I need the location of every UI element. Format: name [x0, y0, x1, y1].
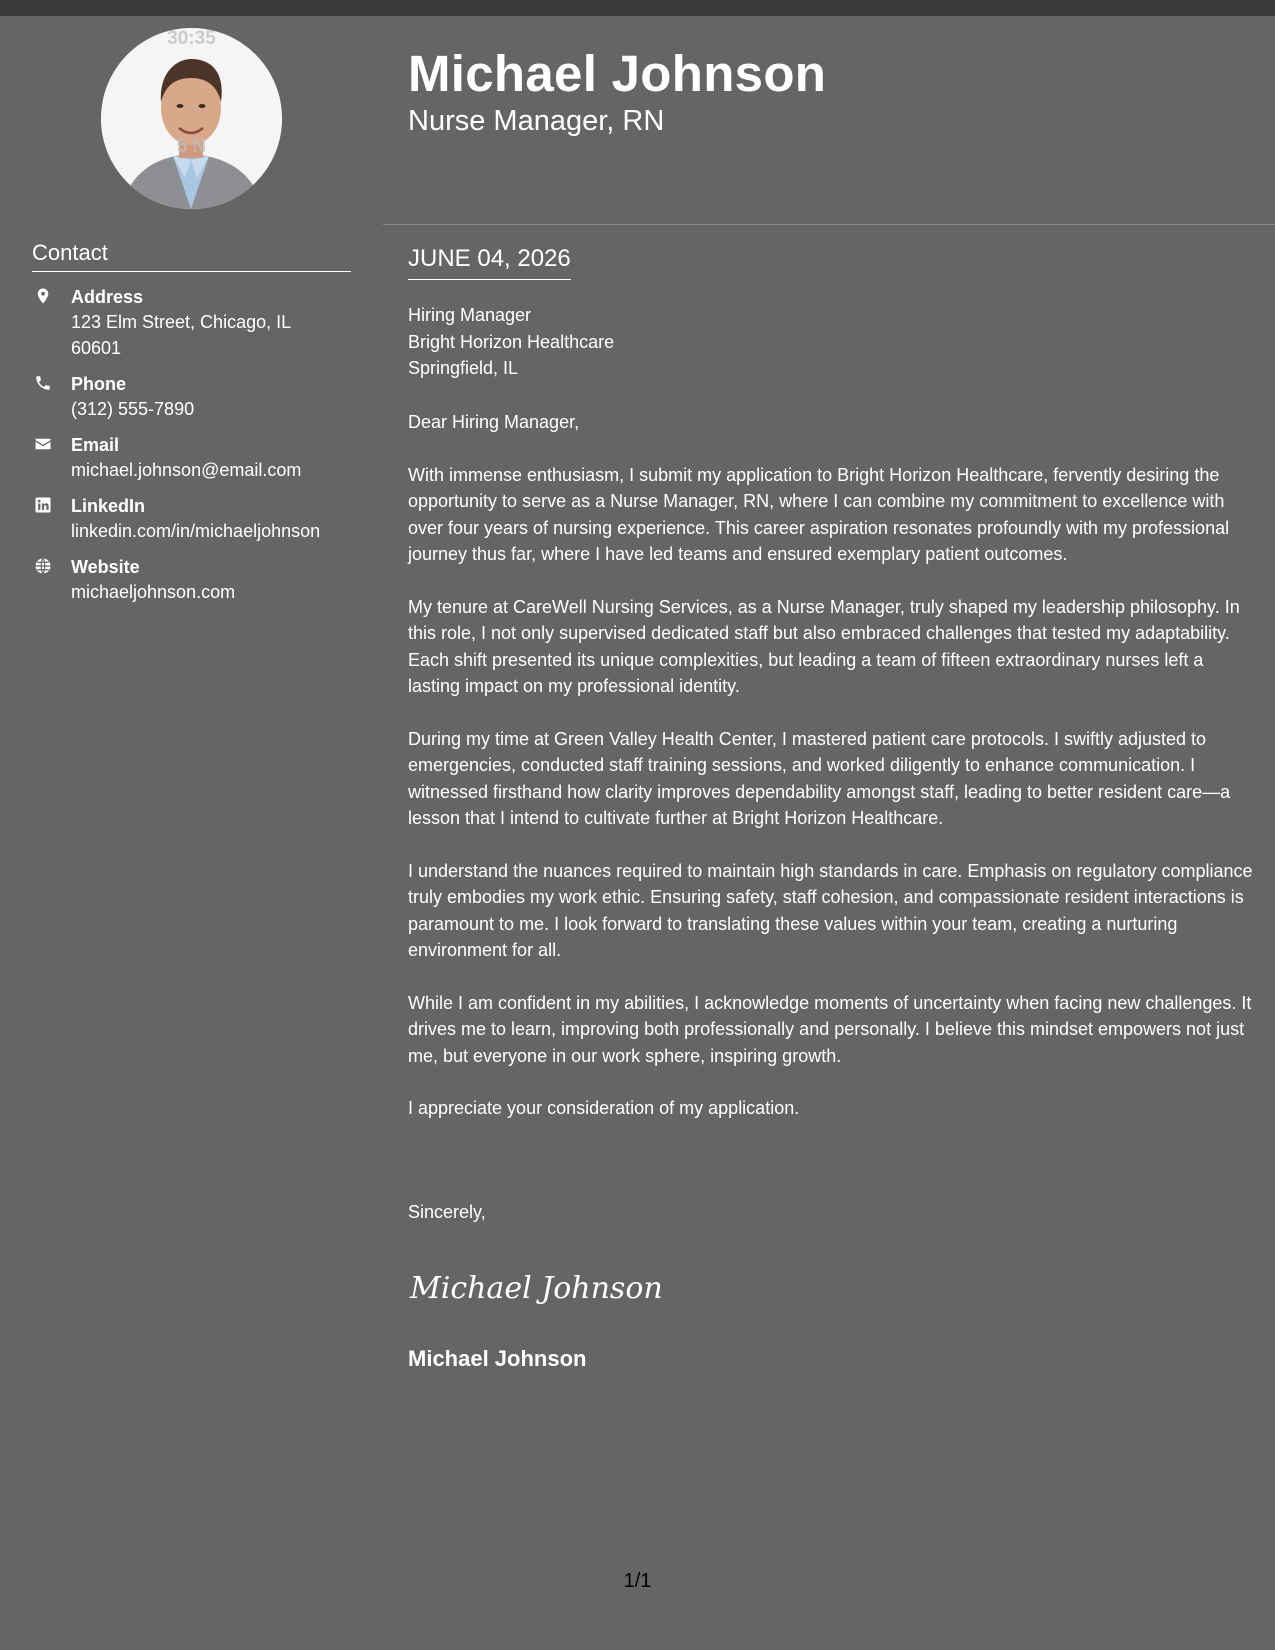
- photo-overlay-text: 5 N: [176, 136, 207, 157]
- header-divider: [383, 224, 1275, 225]
- letter-paragraph: While I am confident in my abilities, I acknowledge moments of uncertainty when facing new challenges. It drives me to learn, improving both professionally and personally. I believe this mindset empowers not just me, but everyone in our work sphere, inspiring growth.: [408, 992, 1252, 1066]
- contact-value: (312) 555-7890: [71, 399, 195, 419]
- recipient-line: Bright Horizon Healthcare: [408, 331, 615, 352]
- envelope-icon: [34, 435, 52, 453]
- map-pin-icon: [34, 287, 52, 305]
- contact-label: Address: [71, 287, 144, 307]
- linkedin-icon: [34, 496, 52, 514]
- profile-photo: [101, 28, 282, 209]
- contact-label: LinkedIn: [71, 496, 146, 516]
- letter-date: JUNE 04, 2026: [408, 243, 571, 280]
- contact-value[interactable]: linkedin.com/in/michaeljohnson: [71, 521, 321, 541]
- contact-label: Email: [71, 435, 120, 455]
- applicant-name: Michael Johnson: [408, 45, 827, 102]
- recipient-line: Hiring Manager: [408, 305, 532, 325]
- signature-text: Michael Johnson: [410, 1271, 663, 1306]
- contact-value[interactable]: michaeljohnson.com: [71, 582, 236, 602]
- handwritten-signature: [408, 1262, 668, 1312]
- photo-timestamp: 30:35: [167, 28, 216, 49]
- letter-body: [408, 409, 1256, 1148]
- letter-paragraph: With immense enthusiasm, I submit my application to Bright Horizon Healthcare, fervently desiring the opportunity to serve as a Nurse Manager, RN, where I can combine my commitment to excellence with over four years of nursing experience. This career aspiration resonates profoundly with my professional journey thus far, where I have led teams and ensured exemplary patient outcomes.: [408, 464, 1230, 564]
- recipient-line: Springfield, IL: [408, 358, 519, 378]
- contact-email: [32, 433, 362, 483]
- page-indicator: 1/1: [623, 1570, 652, 1592]
- portrait-image: [101, 28, 282, 209]
- letter-paragraph: My tenure at CareWell Nursing Services, as a Nurse Manager, truly shaped my leadership philosophy. In this role, I not only supervised dedicated staff but also embraced challenges that tested my adaptability. Each shift presented its unique complexities, but leading a team of fifteen extraordinary nurses left a lasting impact on my professional identity.: [408, 596, 1240, 696]
- phone-icon: [34, 374, 52, 392]
- top-bar: [0, 0, 1275, 16]
- globe-icon: [34, 557, 52, 575]
- contact-value: 123 Elm Street, Chicago, IL 60601: [71, 312, 291, 358]
- contact-value: michael.johnson@email.com: [71, 460, 302, 480]
- closing: Sincerely,: [408, 1202, 486, 1222]
- contact-phone: [32, 372, 362, 422]
- recipient-block: [408, 302, 614, 382]
- letter-paragraph: I understand the nuances required to maintain high standards in care. Emphasis on regulatory compliance truly embodies my work ethic. Ensuring safety, staff cohesion, and compassionate resident interactions is paramount to me. I look forward to translating these values within your team, creating a nurturing environment for all.: [408, 860, 1253, 960]
- salutation: Dear Hiring Manager,: [408, 412, 580, 432]
- contact-label: Phone: [71, 374, 127, 394]
- contact-linkedin: [32, 494, 362, 544]
- letter-paragraph: I appreciate your consideration of my application.: [408, 1098, 800, 1118]
- letter-paragraph: During my time at Green Valley Health Center, I mastered patient care protocols. I swiftly adjusted to emergencies, conducted staff training sessions, and worked diligently to enhance communication. I witnessed firsthand how clarity improves dependability amongst staff, leading to better resident care—a lesson that I intend to cultivate further at Bright Horizon Healthcare.: [408, 728, 1231, 828]
- contact-label: Website: [71, 557, 140, 577]
- applicant-title: Nurse Manager, RN: [408, 105, 665, 137]
- contact-heading: Contact: [32, 240, 351, 272]
- contact-list: [32, 285, 362, 616]
- contact-address: [32, 285, 362, 361]
- signer-name: Michael Johnson: [408, 1346, 587, 1371]
- contact-website: [32, 555, 362, 605]
